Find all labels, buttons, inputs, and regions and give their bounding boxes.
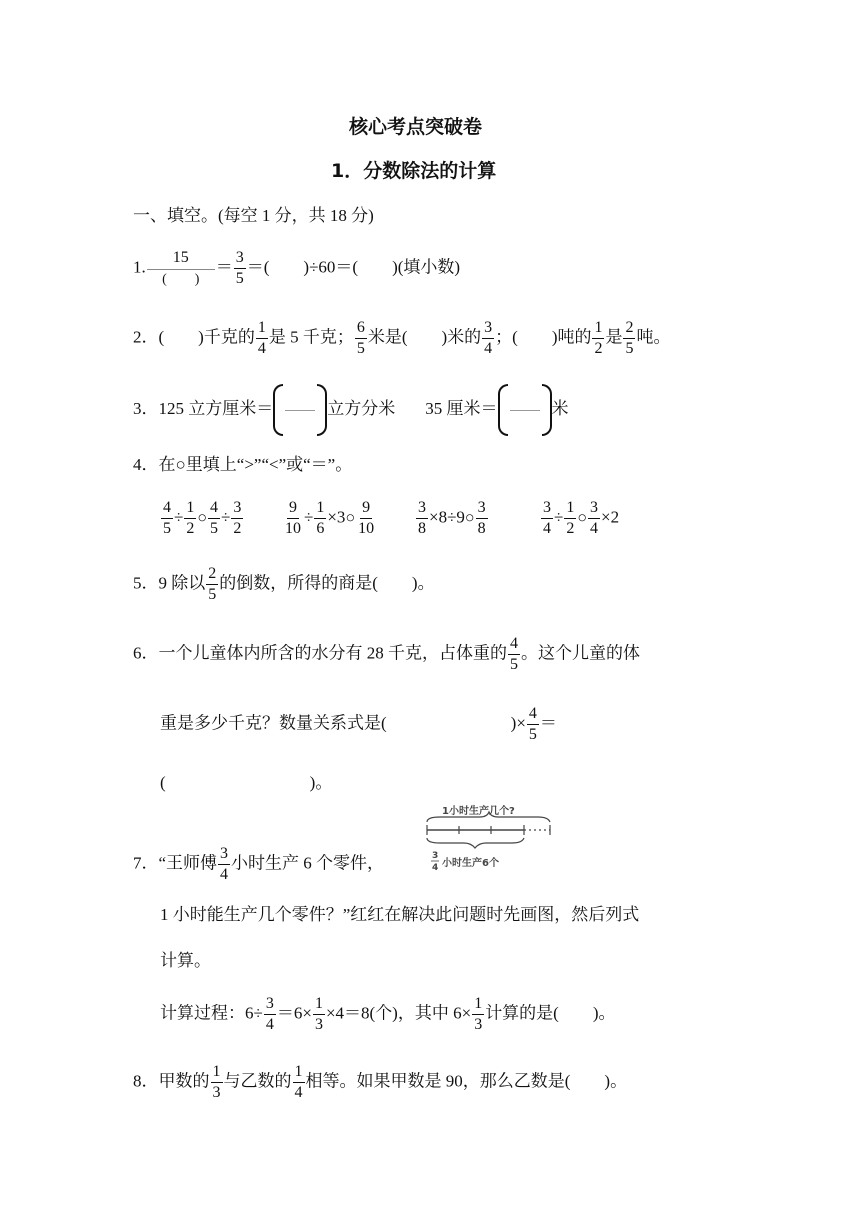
fraction: $\frac{2}{5}$ [625, 319, 634, 357]
diagram-bottom-label: 小时生产6个 [442, 858, 499, 869]
question-number: 5． [133, 573, 159, 593]
compare-item-4: $\frac{3}{4}$ ÷ $\frac{1}{2}$ ○ $\frac{3}{4}$ ×2 [543, 499, 620, 537]
compare-item-2: $\frac{9}{10}$ ÷ $\frac{1}{6}$ ×3○ $\frac{9}{10}$ [285, 499, 375, 537]
diagram-frac-den: 4 [432, 863, 439, 873]
fraction: $\frac{1}{3}$ [314, 995, 323, 1033]
question-2: 2．( )千克的 $\frac{1}{4}$ 是 5 千克； $\frac{6}{5}$ 米是( )米的 $\frac{3}{4}$ ；( )吨的 $\frac{1}{2}$ 是 $\frac{2}{5}$ 吨。 [133, 319, 671, 357]
question-number: 2． [133, 327, 159, 347]
fraction: $\frac{2}{5}$ [208, 565, 217, 603]
fraction: $\frac{1}{3}$ [474, 995, 483, 1033]
question-6-line-2: 重是多少千克？数量关系式是( )× $\frac{4}{5}$ ＝ [160, 705, 557, 743]
question-6: 6．一个儿童体内所含的水分有 28 千克，占体重的 $\frac{4}{5}$ 。这个儿童的体 [133, 635, 640, 673]
answer-bracket[interactable] [498, 384, 552, 436]
answer-bracket[interactable] [273, 384, 327, 436]
fraction: $\frac{1}{2}$ [594, 319, 603, 357]
question-1: 1. $\frac{15}{( )}$ ＝ $\frac{3}{5}$ ＝( )÷60＝( )(填小数) [133, 249, 461, 287]
segment-diagram-svg [420, 800, 560, 876]
compare-item-1: $\frac{4}{5}$ ÷ $\frac{1}{2}$ ○ $\frac{4}{5}$ ÷ $\frac{3}{2}$ [163, 499, 242, 537]
question-4: 4．在○里填上“>”“<”或“＝”。 [133, 455, 353, 474]
diagram-top-label: 1小时生产几个? [442, 806, 515, 817]
compare-circle[interactable]: ○ [464, 509, 475, 527]
question-number: 8． [133, 1071, 159, 1091]
fraction: $\frac{4}{5}$ [510, 635, 518, 673]
fraction: $\frac{15}{( )}$ [147, 250, 215, 287]
fraction: $\frac{3}{4}$ [220, 845, 229, 883]
question-number: 1. [133, 257, 146, 277]
question-number: 6． [133, 643, 159, 663]
question-number: 4． [133, 455, 159, 474]
answer-text: ＝( )÷60＝( )(填小数) [246, 257, 461, 277]
fraction: $\frac{6}{5}$ [356, 319, 365, 357]
question-7-line-3: 计算。 [160, 951, 211, 970]
fraction: $\frac{3}{4}$ [484, 319, 493, 357]
fraction: $\frac{3}{4}$ [265, 995, 274, 1033]
compare-circle[interactable]: ○ [197, 509, 208, 527]
compare-item-3: $\frac{3}{8}$ ×8÷9○ $\frac{3}{8}$ [418, 499, 486, 537]
diagram-frac-num: 3 [432, 851, 439, 861]
question-number: 3． [133, 398, 159, 418]
fraction: $\frac{1}{4}$ [257, 319, 266, 357]
fraction: $\frac{1}{4}$ [294, 1063, 303, 1101]
bottom-brace [427, 838, 524, 848]
section-heading: 一、填空。(每空 1 分，共 18 分) [133, 206, 374, 225]
page-subtitle: 1．分数除法的计算 [331, 160, 497, 182]
page-title: 核心考点突破卷 [349, 116, 483, 138]
question-3: 3．125 立方厘米＝ 立方分米 35 厘米＝ 米 [133, 384, 569, 436]
fraction: $\frac{4}{5}$ [528, 705, 537, 743]
question-7-line-4: 计算过程：6÷ $\frac{3}{4}$ ＝6× $\frac{1}{3}$ ×4＝8(个)，其中 6× $\frac{1}{3}$ 计算的是( )。 [160, 995, 616, 1033]
fraction: $\frac{3}{5}$ [235, 249, 244, 287]
compare-circle[interactable]: ○ [345, 509, 356, 527]
question-7-line-2: 1 小时能生产几个零件？”红红在解决此问题时先画图，然后列式 [160, 905, 640, 924]
question-8: 8．甲数的 $\frac{1}{3}$ 与乙数的 $\frac{1}{4}$ 相等。如果甲数是 90，那么乙数是( )。 [133, 1063, 628, 1101]
line-segment-diagram [420, 800, 560, 876]
fraction: $\frac{1}{3}$ [212, 1063, 221, 1101]
question-7: 7．“王师傅 $\frac{3}{4}$ 小时生产 6 个零件， [133, 845, 385, 883]
question-6-line-3: ( )。 [160, 773, 333, 792]
question-5: 5．9 除以 $\frac{2}{5}$ 的倒数，所得的商是( )。 [133, 565, 435, 603]
compare-circle[interactable]: ○ [577, 509, 588, 527]
question-number: 7． [133, 853, 159, 873]
